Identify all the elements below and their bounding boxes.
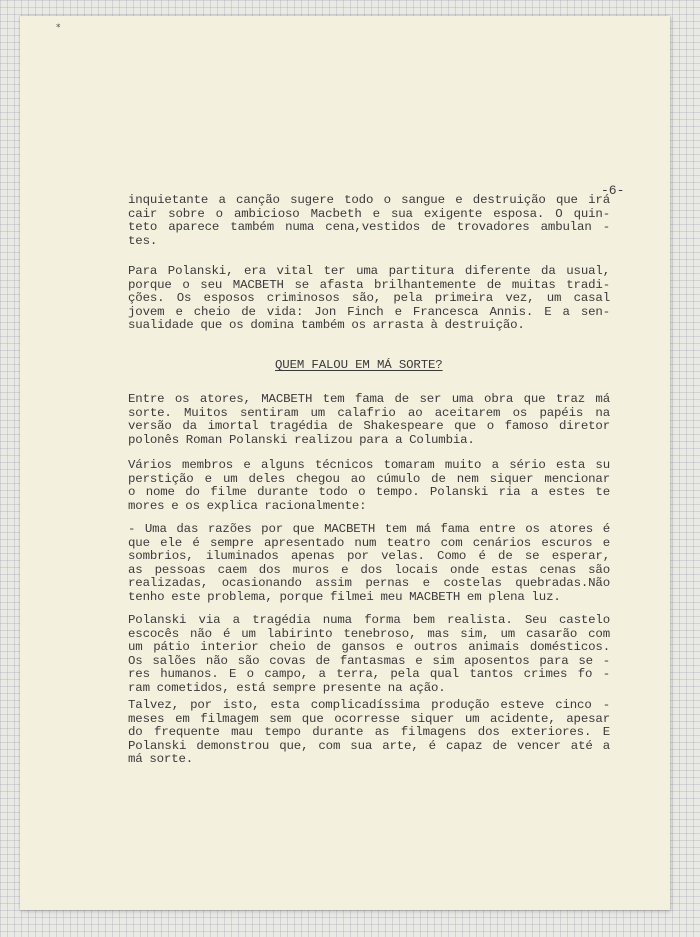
paragraph-5: [128, 523, 610, 605]
text-line: porque o seu MACBETH se afasta brilhantemente de muitas tradi-: [128, 277, 610, 292]
text-line: Para Polanski, era vital ter uma partitura diferente da usual,: [128, 264, 610, 278]
text-line: sorte. Muitos sentiram um calafrio ao aceitarem os papéis na: [128, 405, 610, 420]
paragraph-4: [128, 459, 610, 513]
section-heading: QUEM FALOU EM MÁ SORTE?: [275, 358, 443, 372]
text-line: perstição e um deles chegou ao cúmulo de nem siquer mencionar: [128, 471, 610, 486]
text-line: jovem e cheio de vida: Jon Finch e Francesca Annis. E a sen-: [128, 304, 610, 319]
text-line: versão da imortal tragédia de Shakespeare que o famoso diretor: [128, 419, 610, 434]
text-line: as pessoas caem dos muros e dos locais onde estas cenas são: [128, 562, 610, 577]
text-line: res humanos. E o campo, a terra, pela qual tantos crimes fo -: [128, 667, 610, 682]
text-line: polonês Roman Polanski realizou para a Columbia.: [128, 432, 475, 447]
text-line: Polanski via a tragédia numa forma bem realista. Seu castelo: [128, 613, 610, 627]
text-line: má sorte.: [128, 752, 194, 767]
paragraph-1: [128, 194, 610, 248]
paragraph-2: [128, 265, 610, 333]
text-line: Vários membros e alguns técnicos tomaram muito a sério esta su: [128, 458, 610, 472]
paragraph-3: [128, 393, 610, 447]
text-line: sualidade que os domina também os arrasta à destruição.: [128, 318, 525, 333]
text-line: realizadas, ocasionando assim pernas e costelas quebradas.Não: [128, 576, 610, 591]
text-line: Entre os atores, MACBETH tem fama de ser uma obra que traz má: [128, 392, 610, 406]
text-line: mores e os explica racionalmente:: [128, 498, 367, 513]
text-line: teto aparece também numa cena,vestidos de trovadores ambulan -: [128, 220, 610, 235]
text-line: cair sobre o ambicioso Macbeth e sua exigente esposa. O quin-: [128, 206, 610, 221]
text-line: inquietante a canção sugere todo o sangue e destruição que irá: [128, 193, 610, 207]
text-line: Polanski demonstrou que, com sua arte, é capaz de vencer até a: [128, 738, 610, 753]
page-number: -6-: [601, 183, 625, 198]
text-line: o nome do filme durante todo o tempo. Polanski ria a estes te: [128, 485, 610, 500]
text-line: Talvez, por isto, esta complicadíssima produção esteve cinco -: [128, 698, 610, 712]
text-line: tes.: [128, 233, 158, 248]
text-line: escocês não é um labirinto tenebroso, mas sim, um casarão com: [128, 626, 610, 641]
text-line: ções. Os esposos criminosos são, pela primeira vez, um casal: [128, 291, 610, 306]
text-line: meses em filmagem sem que ocorresse siquer um acidente, apesar: [128, 711, 610, 726]
text-line: sombrios, iluminados apenas por velas. Como é de se esperar,: [128, 549, 610, 564]
text-line: ram cometidos, está sempre presente na ação.: [128, 680, 446, 695]
text-line: - Uma das razões por que MACBETH tem má fama entre os atores é: [128, 522, 610, 536]
corner-mark: ⁎: [56, 20, 61, 30]
text-line: Os salões não são covas de fantasmas e sim aposentos para se -: [128, 653, 610, 668]
text-line: que ele é sempre apresentado num teatro com cenários escuros e: [128, 535, 610, 550]
paragraph-7: [128, 699, 610, 767]
text-line: tenho este problema, porque filmei meu MACBETH em plena luz.: [128, 589, 561, 604]
text-line: um pátio interior cheio de gansos e outros animais domésticos.: [128, 640, 610, 655]
paragraph-6: [128, 614, 610, 696]
text-line: do frequente mau tempo durante as filmagens dos exteriores. E: [128, 725, 610, 740]
